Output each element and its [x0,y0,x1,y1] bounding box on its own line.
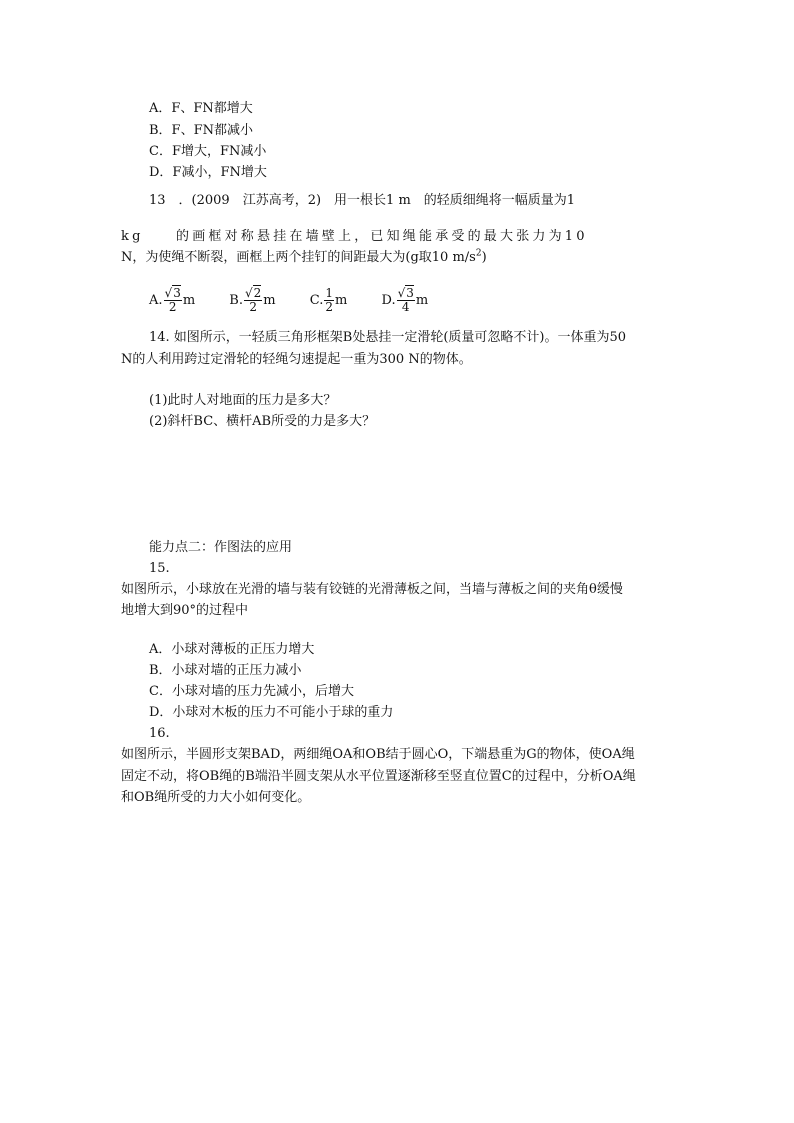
q15-option-a: A．小球对薄板的正压力增大 [149,642,315,657]
q15-option-b: B．小球对墙的正压力减小 [149,663,302,678]
q13-line-3-text: N，为使绳不断裂，画框上两个挂钉的间距最大为(g取10 m/s [121,250,476,265]
q13-option-c-fraction [324,287,334,314]
q16-line-3: 和OB绳所受的力大小如何变化。 [121,790,311,805]
q15-line-2: 地增大到90°的过程中 [121,603,249,618]
q13-option-c-denominator: 2 [325,300,334,314]
q13-option-d [381,287,428,314]
q13-line-1: 13 ．(2009 江苏高考，2) 用一根长1 m 的轻质细绳将一幅质量为1 [149,193,576,208]
q13-option-a-unit: m [182,293,196,308]
q14-subquestion-2: (2)斜杆BC、横杆AB所受的力是多大？ [149,414,376,429]
q13-superscript: 2 [475,248,482,259]
q12-option-d: D．F减小，FN增大 [149,165,267,180]
q13-option-b-unit: m [263,293,276,308]
q14-line-1: 14. 如图所示，一轻质三角形框架B处悬挂一定滑轮(质量可忽略不计)。一体重为50 [149,330,627,345]
q13-option-b-fraction [244,287,262,314]
q14-line-2: N的人利用跨过定滑轮的轻绳匀速提起一重为300 N的物体。 [121,352,472,367]
q13-option-b-denominator: 2 [249,300,257,314]
q13-option-b-numerator: 2 [253,286,262,300]
q13-options [149,287,458,314]
q15-option-c: C．小球对墙的压力先减小，后增大 [149,684,354,699]
q13-option-c-numerator: 1 [325,286,334,300]
q13-option-d-denominator: 4 [401,300,410,314]
q13-option-b [229,287,275,314]
section-heading: 能力点二：作图法的应用 [149,540,293,555]
q13-line-3-close: ) [481,250,487,265]
q12-option-c: C．F增大，FN减小 [149,144,267,159]
q13-option-a [149,287,195,314]
radical-icon: √ [164,286,173,300]
radical-icon: √ [397,286,406,300]
q12-option-b: B．F、FN都减小 [149,123,253,138]
q13-line-3 [121,247,487,268]
q13-option-a-denominator: 2 [168,300,177,314]
q13-line-2: kg 的画框对称悬挂在墙壁上，已知绳能承受的最大张力为10 [121,229,588,244]
q13-option-d-letter: D. [381,293,396,308]
q15-line-1: 如图所示，小球放在光滑的墙与装有铰链的光滑薄板之间，当墙与薄板之间的夹角θ缓慢 [121,582,623,597]
q15-option-d: D．小球对木板的压力不可能小于球的重力 [149,705,394,720]
q13-option-d-numerator: 3 [406,286,414,300]
q13-option-c-unit: m [335,293,348,308]
q16-number: 16. [149,726,170,741]
q13-option-d-unit: m [415,293,429,308]
q13-option-a-numerator: 3 [173,286,181,300]
radical-icon: √ [244,286,253,300]
q13-option-a-fraction [164,287,182,314]
q15-number: 15. [149,561,170,576]
q14-subquestion-1: (1)此时人对地面的压力是多大？ [149,393,337,408]
q13-option-c-letter: C. [309,293,324,308]
q12-option-a: A．F、FN都增大 [149,101,253,116]
q16-line-2: 固定不动，将OB绳的B端沿半圆支架从水平位置逐渐移至竖直位置C的过程中，分析OA绳 [121,769,636,784]
q16-line-1: 如图所示，半圆形支架BAD，两细绳OA和OB结于圆心O，下端悬重为G的物体，使OA绳 [121,747,635,762]
q13-option-b-letter: B. [229,293,243,308]
q13-option-c [310,287,348,314]
q13-option-a-letter: A. [149,293,163,308]
q13-option-d-fraction [397,287,415,314]
